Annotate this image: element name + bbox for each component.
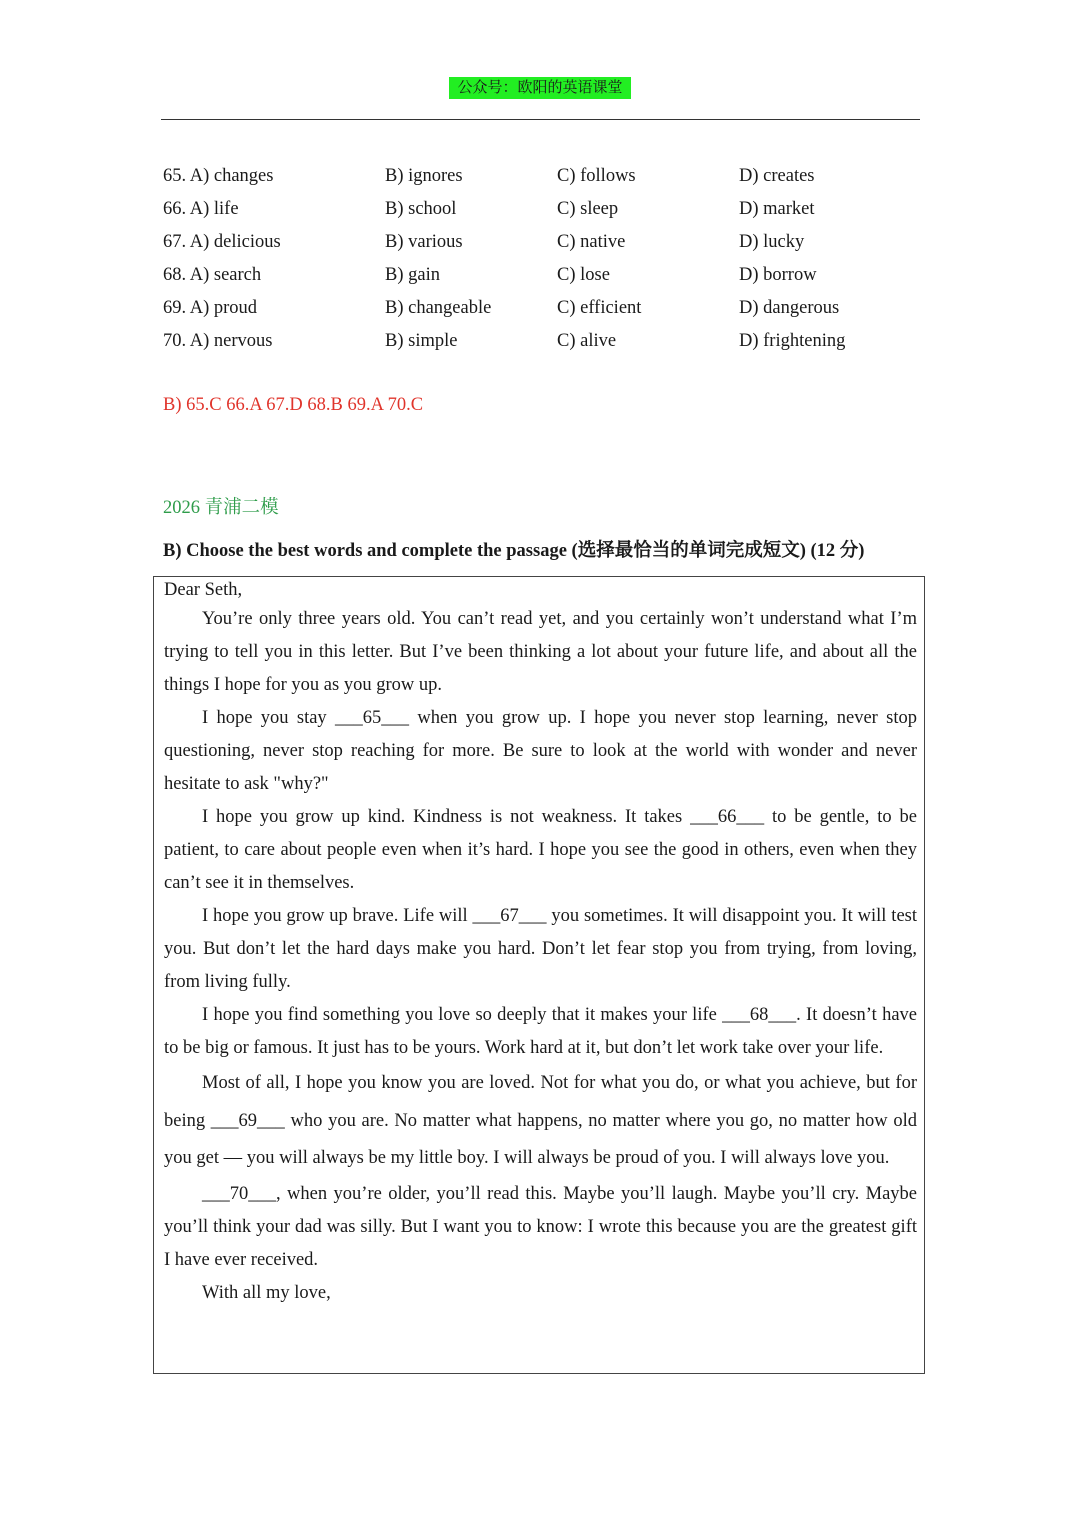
option-a: 68. A) search [163,265,262,285]
letter-greeting: Dear Seth, [164,580,243,600]
option-c: C) lose [557,265,610,285]
option-a: 66. A) life [163,199,239,219]
option-c: C) native [557,232,626,252]
option-b: B) school [385,199,457,219]
option-a: 70. A) nervous [163,331,273,351]
option-d: D) borrow [739,265,817,285]
option-b: B) changeable [385,298,492,318]
option-a: 65. A) changes [163,166,274,186]
option-row-67 [163,226,923,259]
option-row-65 [163,160,923,193]
answer-options-list [163,160,923,358]
option-b: B) gain [385,265,440,285]
option-d: D) frightening [739,331,846,351]
paragraph-7: ___70___, when you’re older, you’ll read this. Maybe you’ll laugh. Maybe you’ll cry. Maybe you’ll think your dad was silly. But I want you to know: I wrote this because you are the greatest gift I have ever received. [164,1183,917,1270]
letter-closing: With all my love, [202,1282,331,1303]
option-a: 69. A) proud [163,298,258,318]
option-c: C) alive [557,331,617,351]
option-d: D) dangerous [739,298,840,318]
paragraph-4: I hope you grow up brave. Life will ___67___ you sometimes. It will disappoint you. It will test you. But don’t let the hard days make you hard. Don’t let fear stop you from trying, from loving, from living fully. [164,906,917,992]
paragraph-3: I hope you grow up kind. Kindness is not weakness. It takes ___66___ to be gentle, to be patient, to care about people even when it’s hard. I hope you see the good in others, even when they can’t see it in themselves. [164,807,917,893]
option-a: 67. A) delicious [163,232,281,252]
section-instruction: B) Choose the best words and complete the passage (选择最恰当的单词完成短文) (12 分) [163,541,865,561]
paragraph-5: I hope you find something you love so deeply that it makes your life ___68___. It doesn’t have to be big or famous. It just has to be yours. Work hard at it, but don’t let work take over your life. [164,1005,917,1058]
option-row-70 [163,325,923,358]
option-d: D) creates [739,166,815,186]
option-c: C) sleep [557,199,619,219]
header-divider [161,119,920,120]
answer-key: B) 65.C 66.A 67.D 68.B 69.A 70.C [163,395,424,415]
passage-text [164,577,917,1310]
paragraph-2: I hope you stay ___65___ when you grow up. I hope you never stop learning, never stop questioning, never stop reaching for more. Be sure to look at the world with wonder and never hesitate to ask "why?" [164,708,917,794]
option-d: D) lucky [739,232,805,252]
option-b: B) various [385,232,463,252]
option-row-69 [163,292,923,325]
option-b: B) ignores [385,166,463,186]
paragraph-1: You’re only three years old. You can’t read yet, and you certainly won’t understand what I’m trying to tell you in this letter. But I’ve been thinking a lot about your future life, and about all the things I hope for you as you grow up. [164,609,917,695]
option-b: B) simple [385,331,458,351]
option-d: D) market [739,199,815,219]
passage-frame [153,576,925,1374]
option-row-68 [163,259,923,292]
exam-source-label: 2026 青浦二模 [163,498,279,518]
header-watermark-tag: 公众号：欧阳的英语课堂 [449,77,631,99]
option-c: C) follows [557,166,636,186]
paragraph-6: Most of all, I hope you know you are loved. Not for what you do, or what you achieve, but for being ___69___ who you are. No matter what happens, no matter where you go, no matter how old you get — you will always be my little boy. I will always be proud of you. I will always love you. [164,1073,917,1168]
option-c: C) efficient [557,298,642,318]
option-row-66 [163,193,923,226]
